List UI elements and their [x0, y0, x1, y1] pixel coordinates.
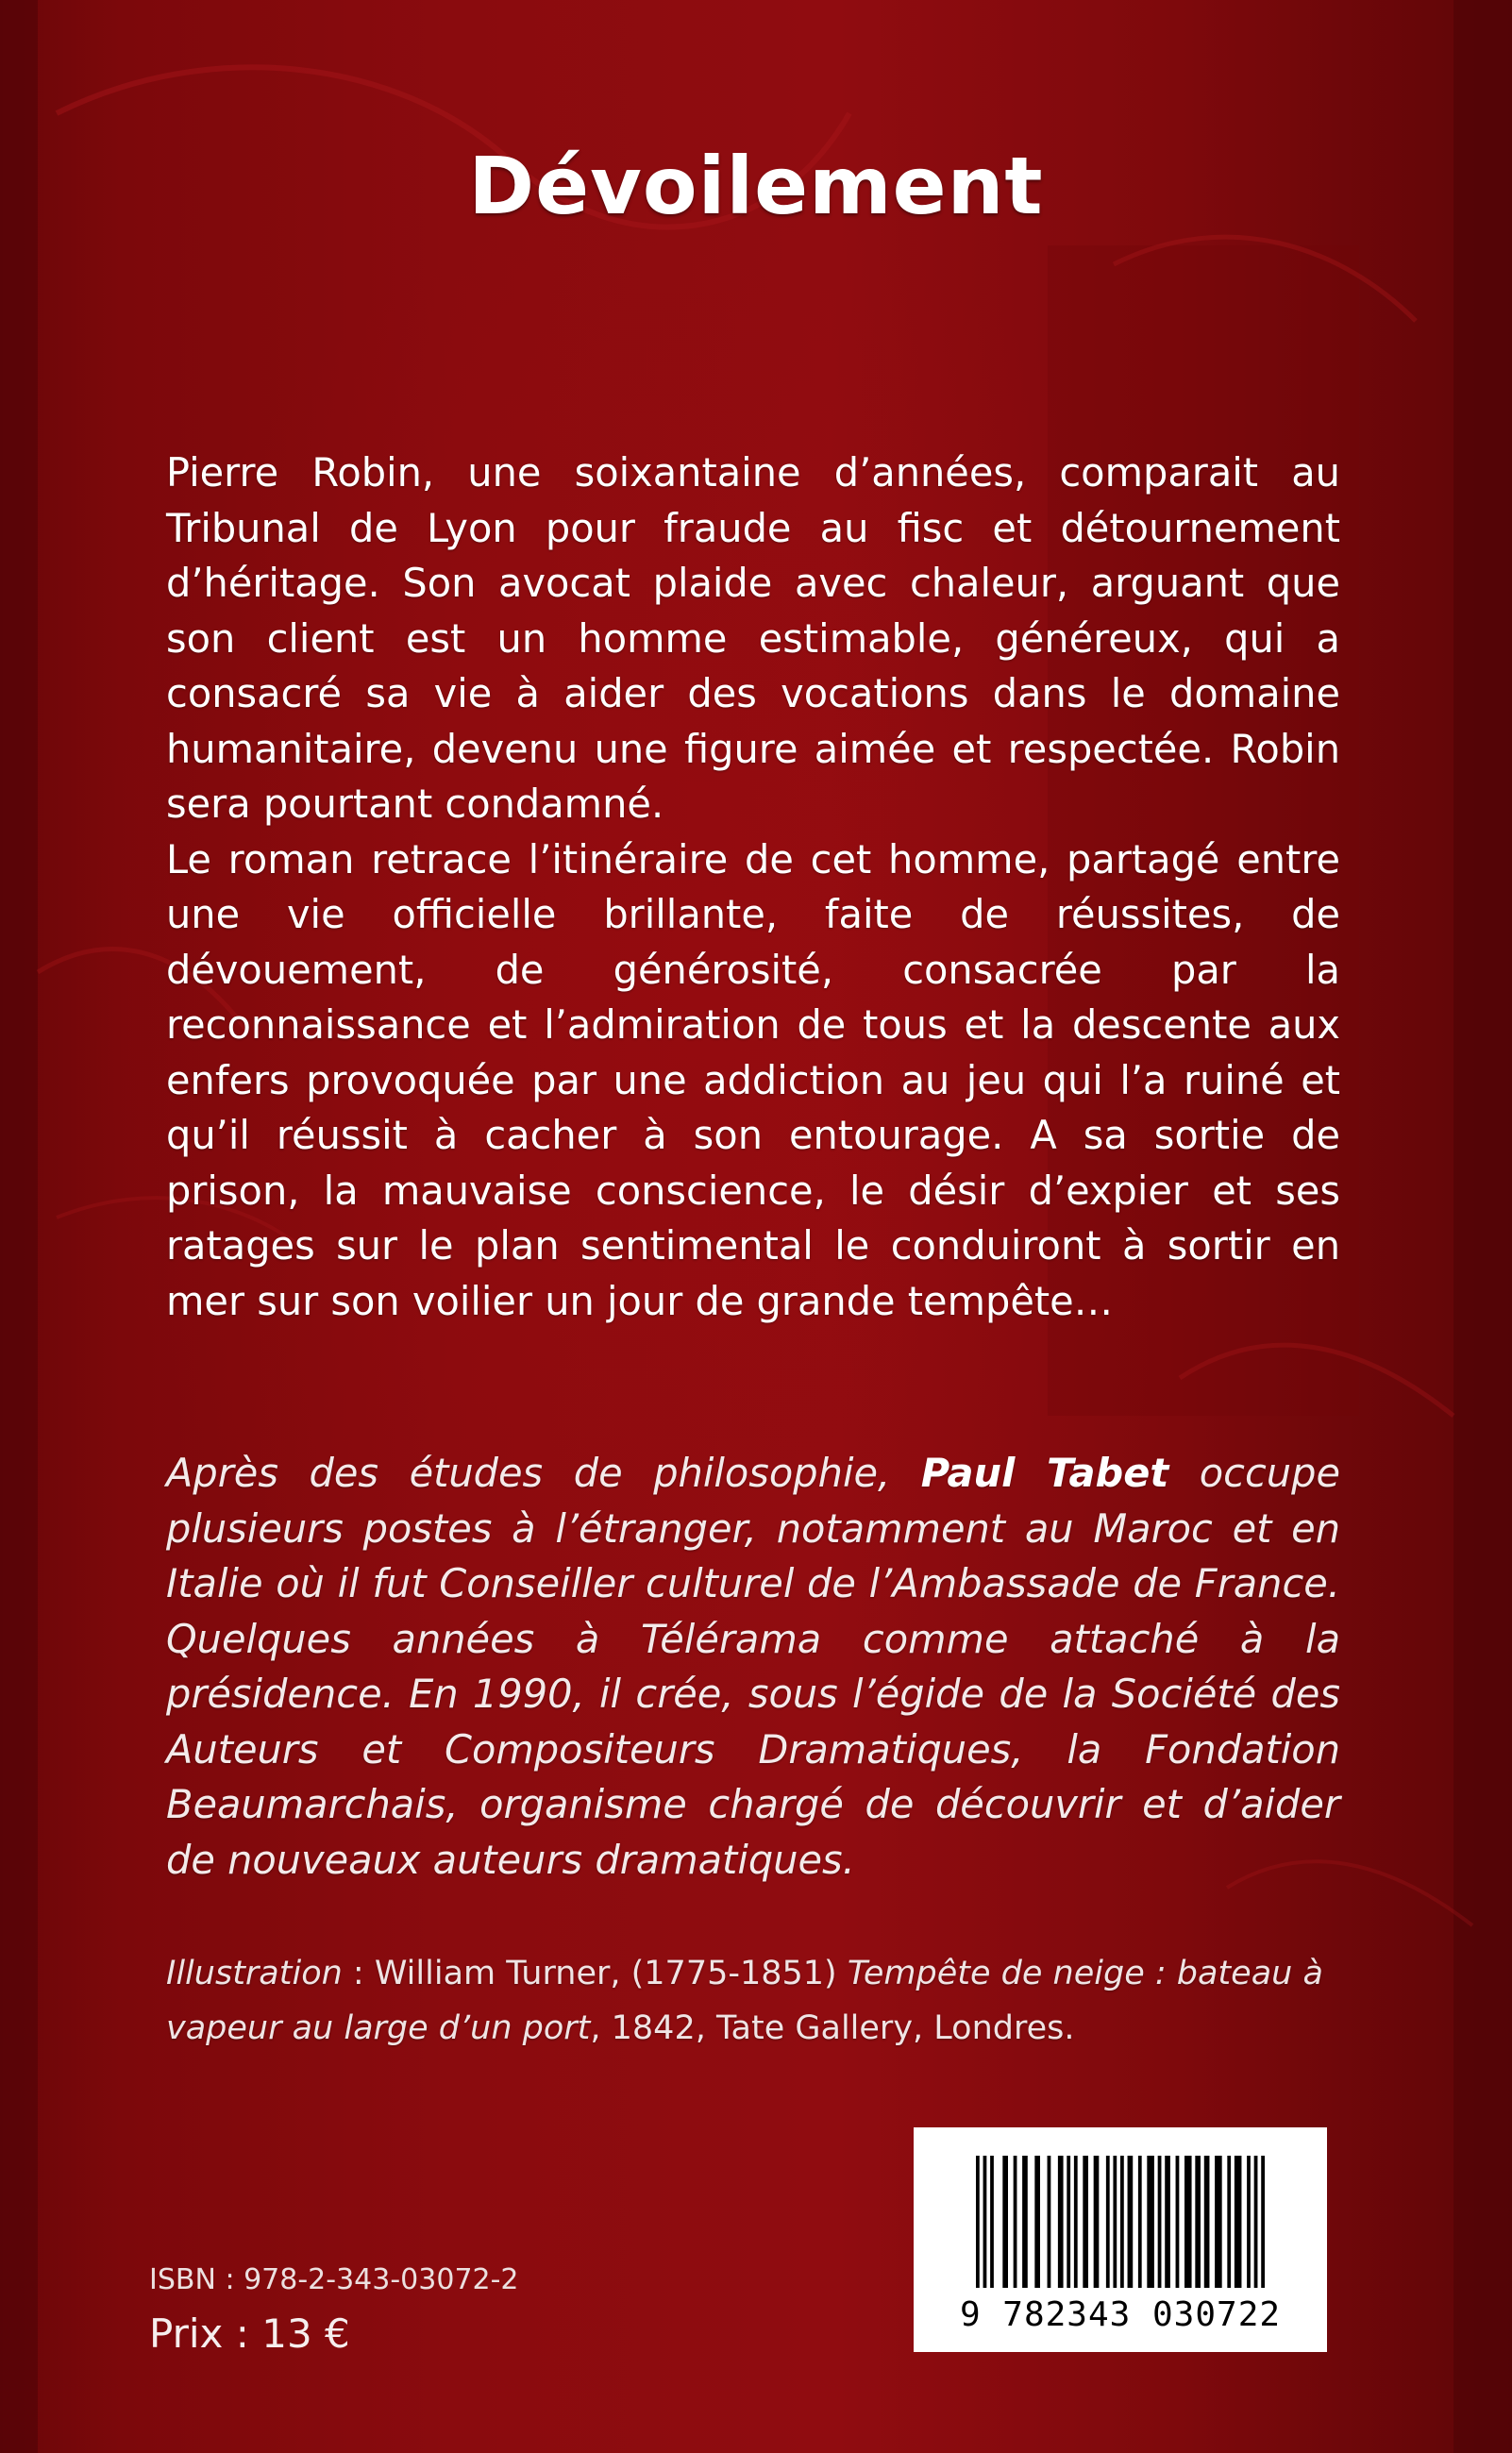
barcode-bar [1002, 2156, 1008, 2288]
barcode-bar [1014, 2156, 1017, 2288]
barcode-bar [1113, 2156, 1117, 2288]
barcode-bar [1067, 2156, 1070, 2288]
credit-separator: : [342, 1955, 375, 1992]
barcode-bar [1247, 2156, 1251, 2288]
barcode-bar [1235, 2156, 1242, 2288]
book-title: Dévoilement [468, 140, 1044, 232]
credit-artist: William Turner, (1775-1851) [374, 1955, 848, 1992]
barcode-bar [1106, 2156, 1110, 2288]
isbn-label: ISBN : 978-2-343-03072-2 [149, 2263, 519, 2296]
bio-intro: Après des études de philosophie, [166, 1450, 921, 1496]
synopsis-paragraph: Le roman retrace l’itinéraire de cet homme, partagé entre une vie officielle brillante, faite de réussites, de dévouement, de générosité, consacrée par la reconnaissance et l’admiration de tous et la descente aux enfers provoquée par une addiction au jeu qui l’a ruiné et qu’il réussit à cacher à son entourage. A sa sortie de prison, la mauvaise conscience, le désir d’expier et ses ratages sur le plan sentimental le conduiront à sortir en mer sur son voilier un jour de grande tempête… [166, 835, 1340, 1324]
barcode-bar [990, 2156, 994, 2288]
barcode-bar [1094, 2156, 1100, 2288]
barcode-bar [1048, 2156, 1051, 2288]
barcode-bar [1261, 2156, 1265, 2288]
barcode-bar [1138, 2156, 1142, 2288]
barcode-bar [1120, 2156, 1124, 2288]
barcode-bar [1215, 2156, 1222, 2288]
barcode-number: 9 782343 030722 [959, 2295, 1282, 2334]
texture-band-right [1453, 0, 1512, 2453]
barcode-bar [983, 2156, 987, 2288]
barcode-bar [1204, 2156, 1210, 2288]
barcode-bar [1058, 2156, 1064, 2288]
illustration-credit [166, 1946, 1340, 2056]
barcode [914, 2127, 1327, 2352]
bio-text: occupe plusieurs postes à l’étranger, notamment au Maroc et en Italie où il fut Conseiller culturel de l’Ambassade de France. Quelques années à Télérama comme attaché à la présidence. En 1990, il crée, sous l’égide de la Société des Auteurs et Compositeurs Dramatiques, la Fondation Beaumarchais, organisme chargé de découvrir et d’aider de nouveaux auteurs dramatiques. [166, 1450, 1340, 1883]
barcode-bar [1158, 2156, 1162, 2288]
barcode-bar [1147, 2156, 1154, 2288]
credit-line [166, 1946, 1340, 2056]
price-label: Prix : 13 € [149, 2310, 350, 2357]
barcode-bar [1074, 2156, 1078, 2288]
texture-band-left [0, 0, 38, 2453]
barcode-bar [1034, 2156, 1040, 2288]
author-name: Paul Tabet [920, 1450, 1169, 1496]
credit-label: Illustration [166, 1955, 343, 1992]
book-synopsis [166, 445, 1340, 1329]
barcode-bar [1022, 2156, 1028, 2288]
barcode-bar [1083, 2156, 1088, 2288]
barcode-bars [976, 2156, 1265, 2288]
credit-details: , 1842, Tate Gallery, Londres. [590, 2009, 1075, 2047]
barcode-bar [1254, 2156, 1258, 2288]
author-biography [166, 1446, 1340, 1888]
credit-work-title: Tempête de neige : bateau à vapeur au large d’un port [166, 1955, 1323, 2047]
barcode-bar [1165, 2156, 1170, 2288]
barcode-bar [1176, 2156, 1180, 2288]
barcode-bar [1227, 2156, 1231, 2288]
barcode-bar [1128, 2156, 1134, 2288]
biography-paragraph [166, 1446, 1340, 1888]
barcode-bar [1195, 2156, 1201, 2288]
synopsis-paragraph: Pierre Robin, une soixantaine d’années, comparait au Tribunal de Lyon pour fraude au fisc et détournement d’héritage. Son avocat plaide avec chaleur, arguant que son client est un homme estimable, généreux, qui a consacré sa vie à aider des vocations dans le domaine humanitaire, devenu une figure aimée et respectée. Robin sera pourtant condamné. [166, 449, 1340, 827]
barcode-bar [1184, 2156, 1192, 2288]
barcode-bar [976, 2156, 980, 2288]
